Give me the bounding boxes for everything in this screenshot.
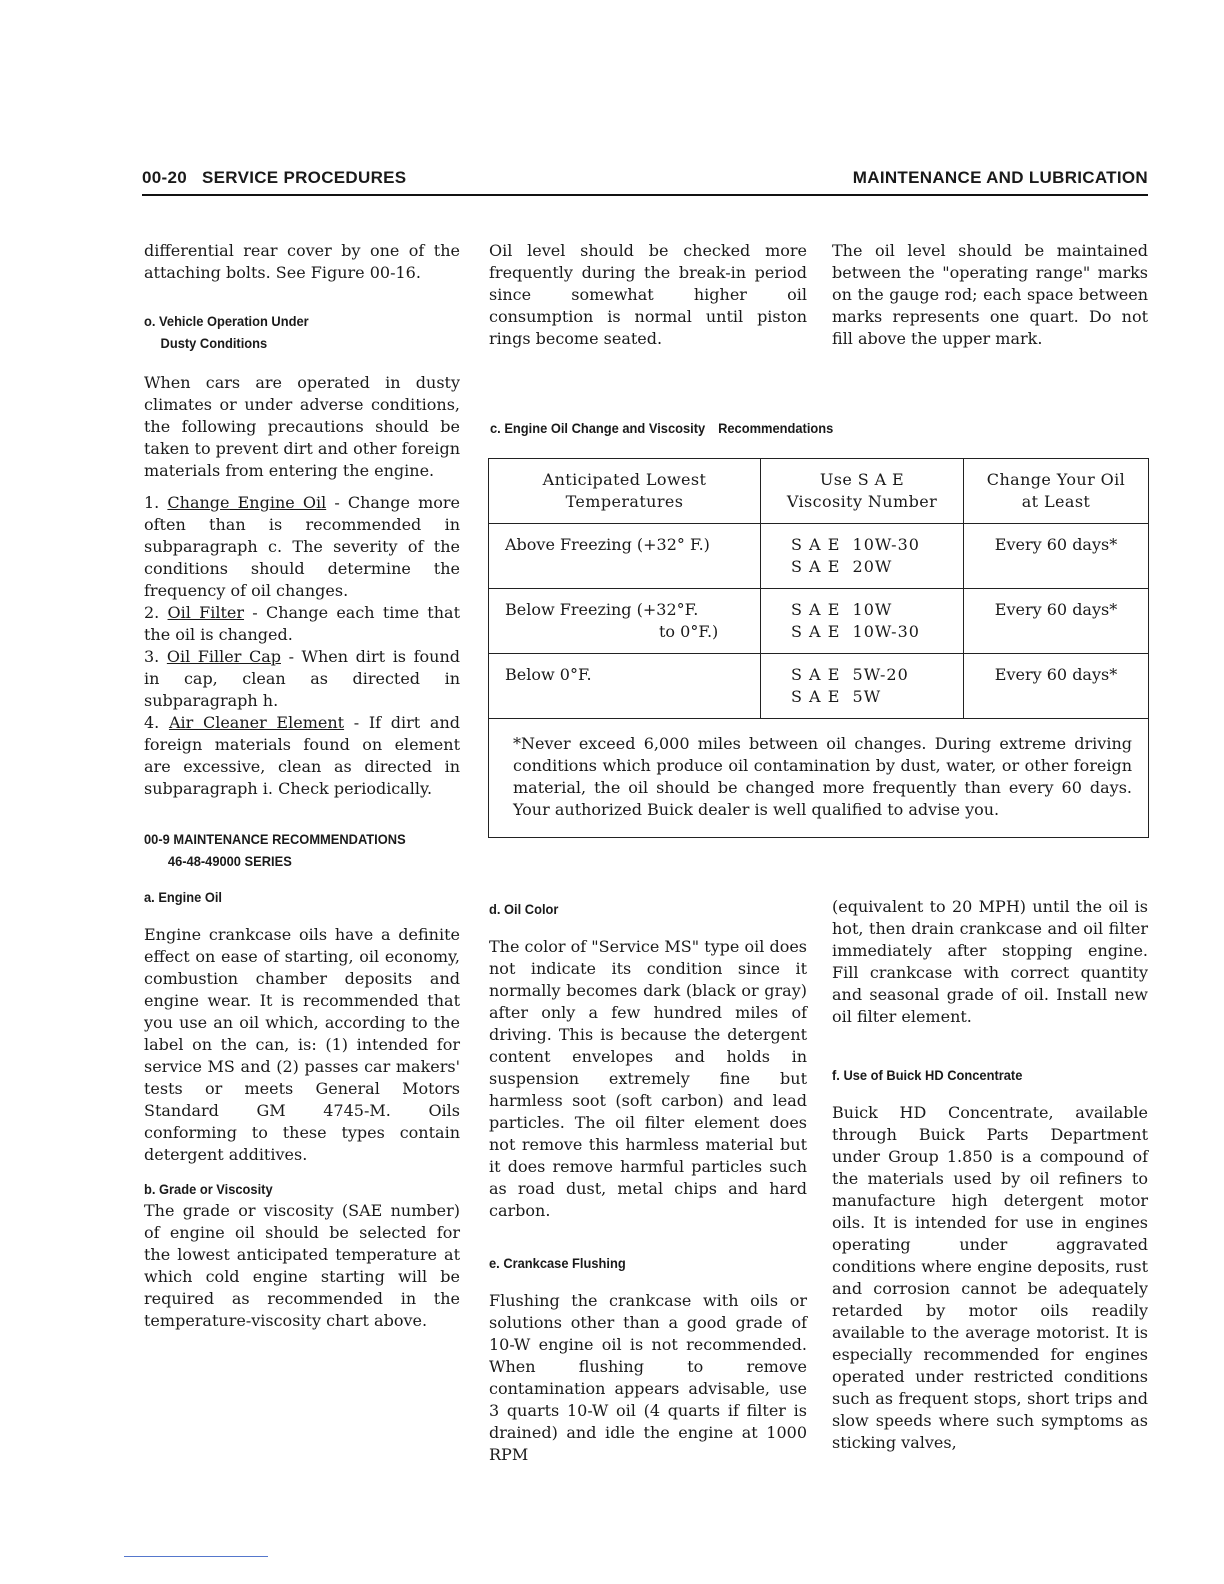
grade-paragraph: The grade or viscosity (SAE number) of engine oil should be selected for the lowest anticipated temperature at which cold engine starting will be required as recommended in the temperature-viscosity chart above.	[144, 1201, 460, 1330]
cell-text: Above Freezing (+32° F.)	[505, 535, 710, 554]
cell-text: Every 60 days*	[994, 600, 1118, 619]
column-3-top	[832, 240, 1148, 350]
column-2-top	[489, 240, 807, 350]
cell-text: to 0°F.)	[659, 622, 719, 641]
header-text: Anticipated Lowest	[542, 470, 707, 489]
intro-paragraph: differential rear cover by one of the attaching bolts. See Figure 00-16.	[144, 241, 460, 282]
cell-text: Every 60 days*	[994, 665, 1118, 684]
oil-level-maintained-paragraph: The oil level should be maintained between the "operating range" marks on the gauge rod; each space between marks represents one quart. Do not fill above the upper mark.	[832, 241, 1148, 348]
heading-crankcase-flushing: e. Crankcase Flushing	[489, 1255, 626, 1271]
cell-temperature	[489, 589, 761, 653]
table-row	[489, 524, 1148, 589]
table-row	[489, 654, 1148, 719]
header-text: Viscosity Number	[786, 492, 938, 511]
item-number: 3.	[144, 647, 160, 666]
cell-change	[964, 654, 1148, 718]
heading-maintenance-recommendations	[144, 828, 435, 872]
item-text: - Change each time that the oil is changed.	[144, 603, 460, 644]
flushing-continuation-paragraph: (equivalent to 20 MPH) until the oil is hot, then drain crankcase and oil filter immediately after stopping engine. Fill crankcase with correct quantity and seasonal grade of oil. Install new oil filter element.	[832, 897, 1148, 1026]
item-number: 4.	[144, 713, 160, 732]
column-1	[144, 240, 460, 1332]
oil-recommendation-table	[488, 458, 1149, 838]
oil-level-paragraph: Oil level should be checked more frequently during the break-in period since somewhat higher oil consumption is normal until piston rings become seated.	[489, 241, 807, 348]
heading-hd-concentrate: f. Use of Buick HD Concentrate	[832, 1067, 1023, 1083]
cell-change	[964, 589, 1148, 653]
engine-oil-paragraph: Engine crankcase oils have a definite effect on ease of starting, oil economy, combustion chamber deposits and engine wear. It is recommended that you use an oil which, according to the label on the can, is: (1) intended for service MS and (2) passes car makers' tests or meets General Motors Standard GM 4745-M. Oils conforming to these types contain detergent additives.	[144, 925, 460, 1164]
item-text: - When dirt is found in cap, clean as directed in subparagraph h.	[144, 647, 461, 710]
item-text: - If dirt and foreign materials found on element are excessive, clean as directed in subparagraph i. Check periodically.	[144, 713, 460, 798]
table-header-row	[489, 459, 1148, 524]
table-footnote: *Never exceed 6,000 miles between oil changes. During extreme driving conditions which produce oil contamination by dust, water, or other foreign material, the oil should be changed more frequently than every 60 days. Your authorized Buick dealer is well qualified to advise you.	[513, 734, 1132, 819]
list-item	[144, 712, 460, 800]
table-title-part: c. Engine Oil Change and Viscosity	[490, 420, 706, 436]
cell-text: S A E 10W-30	[791, 622, 920, 641]
cell-text: S A E 5W	[791, 687, 882, 706]
heading-grade-viscosity: b. Grade or Viscosity	[144, 1181, 273, 1197]
list-item	[144, 646, 460, 712]
cell-text: S A E 20W	[791, 557, 893, 576]
precaution-list	[144, 492, 460, 800]
cell-text: Below Freezing (+32°F.	[505, 600, 699, 619]
list-item	[144, 602, 460, 646]
column-2-bottom	[489, 898, 807, 1466]
cell-sae	[761, 524, 964, 588]
cell-sae	[761, 654, 964, 718]
table-row	[489, 589, 1148, 654]
cell-text: S A E 10W	[791, 600, 893, 619]
heading-line: 00-9 MAINTENANCE RECOMMENDATIONS	[144, 831, 406, 847]
item-text: - Change more often than is recommended in subparagraph c. The severity of the conditions should determine the frequency of oil changes.	[144, 493, 460, 600]
heading-dusty-conditions	[144, 310, 435, 354]
header-text: Change Your Oil	[986, 470, 1126, 489]
list-item	[144, 492, 460, 602]
item-title: Oil Filter	[167, 603, 245, 622]
header-change	[964, 459, 1148, 523]
item-title: Oil Filler Cap	[166, 647, 281, 666]
cell-temperature	[489, 654, 761, 718]
section-title: SERVICE PROCEDURES	[202, 168, 407, 187]
heading-line: Dusty Conditions	[160, 335, 268, 351]
item-title: Air Cleaner Element	[168, 713, 345, 732]
header-left	[142, 168, 406, 188]
page-header	[142, 166, 1148, 196]
table-title-part: Recommendations	[718, 420, 834, 436]
cell-text: S A E 5W-20	[791, 665, 909, 684]
cell-temperature	[489, 524, 761, 588]
header-text: Temperatures	[565, 492, 684, 511]
heading-engine-oil: a. Engine Oil	[144, 889, 223, 905]
flushing-paragraph: Flushing the crankcase with oils or solutions other than a good grade of 10-W engine oil is not recommended. When flushing to remove contamination appears advisable, use 3 quarts 10-W oil (4 quarts if filter is drained) and idle the engine at 1000 RPM	[489, 1291, 807, 1464]
footer-rule	[124, 1556, 268, 1557]
header-text: Use S A E	[819, 470, 905, 489]
cell-text: Every 60 days*	[994, 535, 1118, 554]
heading-line: 46-48-49000 SERIES	[167, 853, 292, 869]
heading-line: o. Vehicle Operation Under	[144, 313, 309, 329]
cell-sae	[761, 589, 964, 653]
item-title: Change Engine Oil	[167, 493, 327, 512]
heading-oil-color: d. Oil Color	[489, 901, 559, 917]
cell-text: Below 0°F.	[505, 665, 592, 684]
dusty-paragraph: When cars are operated in dusty climates or under adverse conditions, the following precautions should be taken to prevent dirt and other foreign materials from entering the engine.	[144, 373, 460, 480]
item-number: 2.	[144, 603, 160, 622]
header-sae	[761, 459, 964, 523]
header-text: at Least	[1021, 492, 1091, 511]
cell-text: S A E 10W-30	[791, 535, 920, 554]
table-title	[490, 420, 833, 436]
chapter-title: MAINTENANCE AND LUBRICATION	[852, 168, 1148, 187]
header-temperature	[489, 459, 761, 523]
item-number: 1.	[144, 493, 160, 512]
hd-concentrate-paragraph: Buick HD Concentrate, available through Buick Parts Department under Group 1.850 is a compound of the materials used by oil refiners to manufacture high detergent motor oils. It is intended for use in engines operating under aggravated conditions where engine deposits, rust and corrosion cannot be adequately retarded by motor oils readily available to the average motorist. It is especially recommended for engines operated under restricted conditions such as frequent stops, short trips and slow speeds where such symptoms as sticking valves,	[832, 1103, 1148, 1452]
cell-change	[964, 524, 1148, 588]
page-number: 00-20	[142, 168, 187, 187]
oil-color-paragraph: The color of "Service MS" type oil does not indicate its condition since it normally becomes dark (black or gray) after only a few hundred miles of driving. This is because the detergent content envelopes and holds in suspension extremely fine but harmless soot (soft carbon) and lead particles. The oil filter element does not remove this harmless material but it does remove harmful particles such as road dust, metal chips and hard carbon.	[489, 937, 807, 1220]
column-3-bottom	[832, 896, 1148, 1454]
